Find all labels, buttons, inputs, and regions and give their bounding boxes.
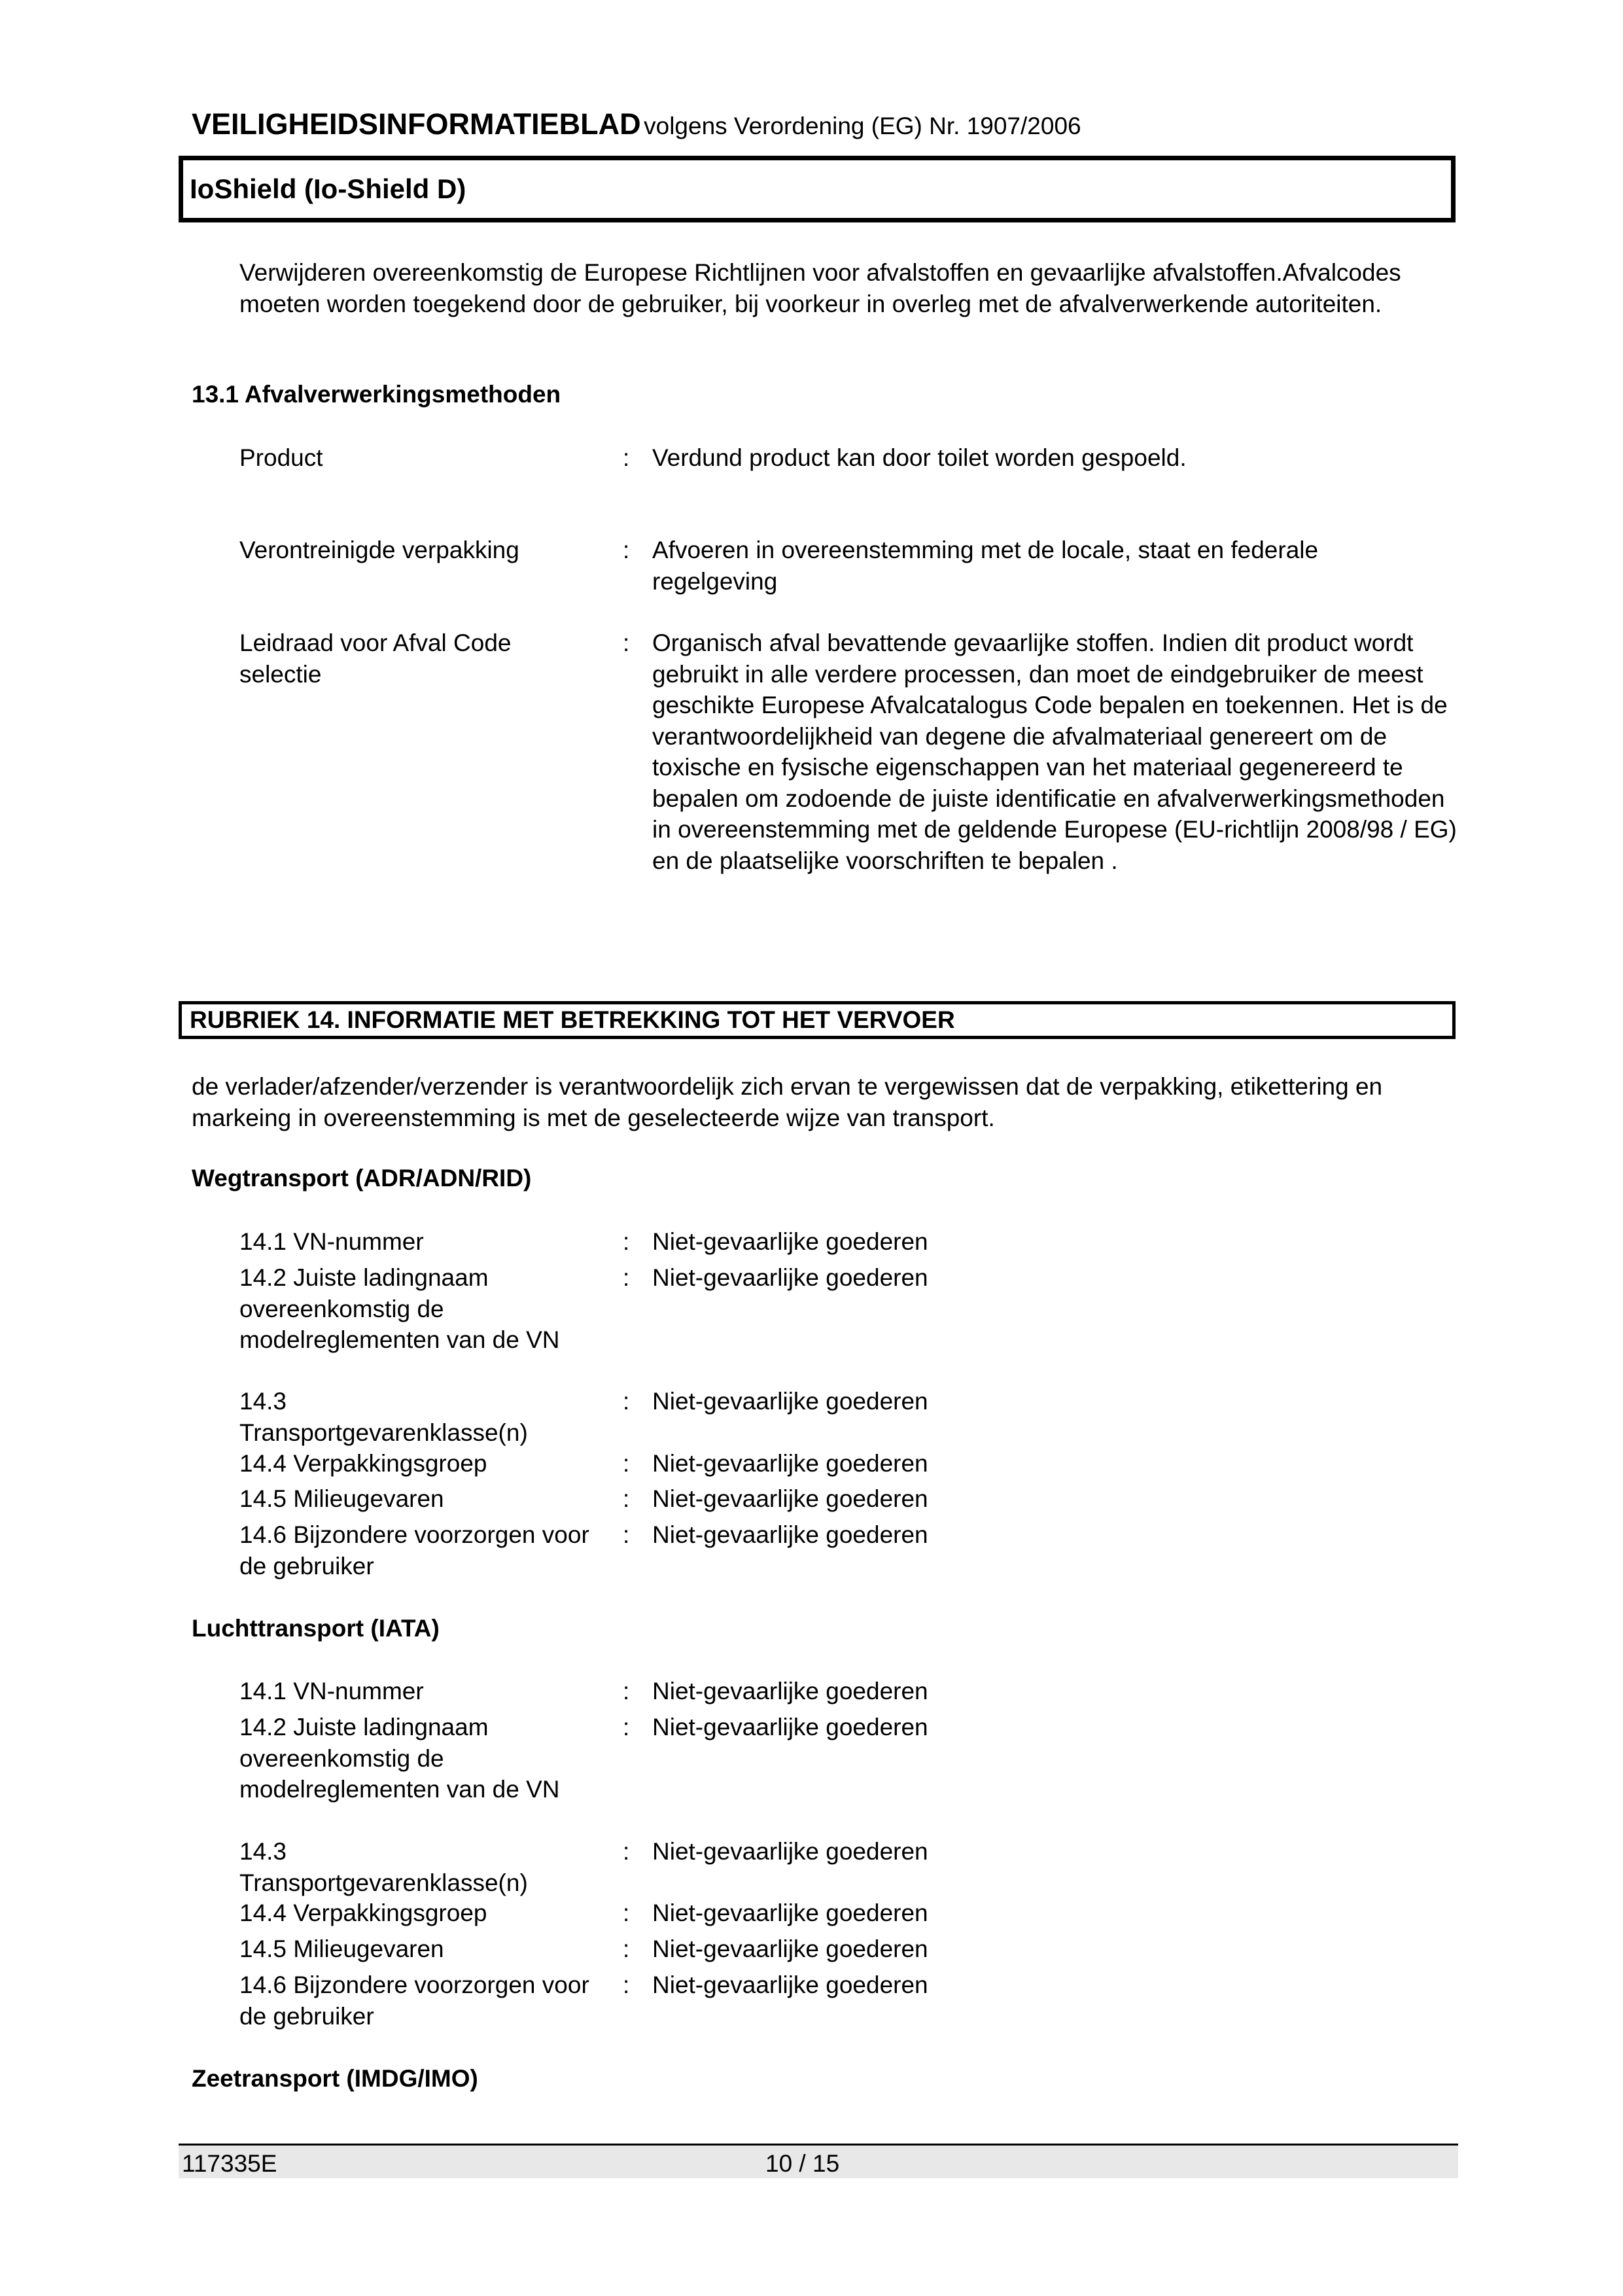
air-label-hazard-class: 14.3 Transportgevarenklasse(n): [239, 1838, 528, 1896]
air-value-hazard-class: Niet-gevaarlijke goederen: [652, 1838, 928, 1865]
row-colon: :: [623, 1678, 630, 1704]
product-name: IoShield (Io-Shield D): [190, 173, 466, 204]
air-label-special-precautions: 14.6 Bijzondere voorzorgen voor de gebruiker: [239, 1971, 589, 2030]
road-value-un-number: Niet-gevaarlijke goederen: [652, 1228, 928, 1255]
road-label-un-number: 14.1 VN-nummer: [239, 1228, 424, 1255]
road-value-hazard-class: Niet-gevaarlijke goederen: [652, 1388, 928, 1415]
road-value-special-precautions: Niet-gevaarlijke goederen: [652, 1521, 928, 1548]
section-14-header: [179, 1001, 1456, 1039]
row-label-waste-code-guidance: Leidraad voor Afval Code selectie: [239, 629, 512, 688]
air-label-shipping-name: 14.2 Juiste ladingnaam overeenkomstig de modelreglementen van de VN: [239, 1714, 560, 1803]
document-code: 117335E: [182, 2150, 277, 2177]
sea-transport-heading: Zeetransport (IMDG/IMO): [192, 2065, 478, 2092]
row-colon: :: [623, 1971, 630, 1998]
row-value-contaminated-packaging: Afvoeren in overeenstemming met de locale, staat en federale regelgeving: [652, 537, 1319, 595]
air-value-environmental-hazards: Niet-gevaarlijke goederen: [652, 1935, 928, 1962]
document-title: [192, 107, 1081, 141]
road-label-environmental-hazards: 14.5 Milieugevaren: [239, 1485, 444, 1512]
row-label-product: Product: [239, 444, 323, 471]
road-value-packing-group: Niet-gevaarlijke goederen: [652, 1450, 928, 1477]
air-value-shipping-name: Niet-gevaarlijke goederen: [652, 1714, 928, 1740]
row-colon: :: [623, 1450, 630, 1477]
row-colon: :: [623, 1935, 630, 1962]
row-colon: :: [623, 444, 630, 471]
row-colon: :: [623, 537, 630, 563]
air-value-un-number: Niet-gevaarlijke goederen: [652, 1678, 928, 1704]
row-colon: :: [623, 1899, 630, 1926]
page-number: 10 / 15: [765, 2150, 840, 2177]
row-colon: :: [623, 1838, 630, 1865]
row-colon: :: [623, 1264, 630, 1291]
road-transport-heading: Wegtransport (ADR/ADN/RID): [192, 1165, 532, 1192]
row-colon: :: [623, 1485, 630, 1512]
disposal-intro: Verwijderen overeenkomstig de Europese Richtlijnen voor afvalstoffen en gevaarlijke afvalstoffen.Afvalcodes moeten worden toegekend door de gebruiker, bij voorkeur in overleg met de afvalverwerkende autoriteiten.: [239, 259, 1401, 317]
road-label-shipping-name: 14.2 Juiste ladingnaam overeenkomstig de modelreglementen van de VN: [239, 1264, 560, 1353]
air-transport-heading: Luchttransport (IATA): [192, 1615, 440, 1642]
air-label-environmental-hazards: 14.5 Milieugevaren: [239, 1935, 444, 1962]
road-label-hazard-class: 14.3 Transportgevarenklasse(n): [239, 1388, 528, 1446]
row-colon: :: [623, 629, 630, 656]
road-value-shipping-name: Niet-gevaarlijke goederen: [652, 1264, 928, 1291]
air-label-un-number: 14.1 VN-nummer: [239, 1678, 424, 1704]
section-14-title: RUBRIEK 14. INFORMATIE MET BETREKKING TOT HET VERVOER: [190, 1006, 955, 1033]
row-value-product: Verdund product kan door toilet worden gespoeld.: [652, 444, 1187, 471]
air-value-packing-group: Niet-gevaarlijke goederen: [652, 1899, 928, 1926]
road-label-special-precautions: 14.6 Bijzondere voorzorgen voor de gebruiker: [239, 1521, 589, 1580]
road-label-packing-group: 14.4 Verpakkingsgroep: [239, 1450, 487, 1477]
air-value-special-precautions: Niet-gevaarlijke goederen: [652, 1971, 928, 1998]
document-title-regulation: volgens Verordening (EG) Nr. 1907/2006: [644, 113, 1081, 139]
row-colon: :: [623, 1521, 630, 1548]
row-colon: :: [623, 1228, 630, 1255]
row-colon: :: [623, 1388, 630, 1415]
transport-intro: de verlader/afzender/verzender is verantwoordelijk zich ervan te vergewissen dat de verpakking, etikettering en markeing in overeenstemming is met de geselecteerde wijze van transport.: [192, 1073, 1383, 1131]
row-label-contaminated-packaging: Verontreinigde verpakking: [239, 537, 519, 563]
disposal-methods-heading: 13.1 Afvalverwerkingsmethoden: [192, 381, 561, 408]
row-value-waste-code-guidance: Organisch afval bevattende gevaarlijke stoffen. Indien dit product wordt gebruikt in alle verdere processen, dan moet de eindgebruiker de meest geschikte Europese Afvalcatalogus Code bepalen en toekennen. Het is de verantwoordelijkheid van degene die afvalmateriaal genereert om de toxische en fysische eigenschappen van het materiaal gegenereerd te bepalen om zodoende de juiste identificatie en afvalverwerkingsmethoden in overeenstemming met de geldende Europese (EU-richtlijn 2008/98 / EG) en de plaatselijke voorschriften te bepalen .: [652, 629, 1457, 874]
road-value-environmental-hazards: Niet-gevaarlijke goederen: [652, 1485, 928, 1512]
product-name-box: [179, 156, 1456, 222]
air-label-packing-group: 14.4 Verpakkingsgroep: [239, 1899, 487, 1926]
document-title-main: VEILIGHEIDSINFORMATIEBLAD: [192, 107, 641, 141]
row-colon: :: [623, 1714, 630, 1740]
